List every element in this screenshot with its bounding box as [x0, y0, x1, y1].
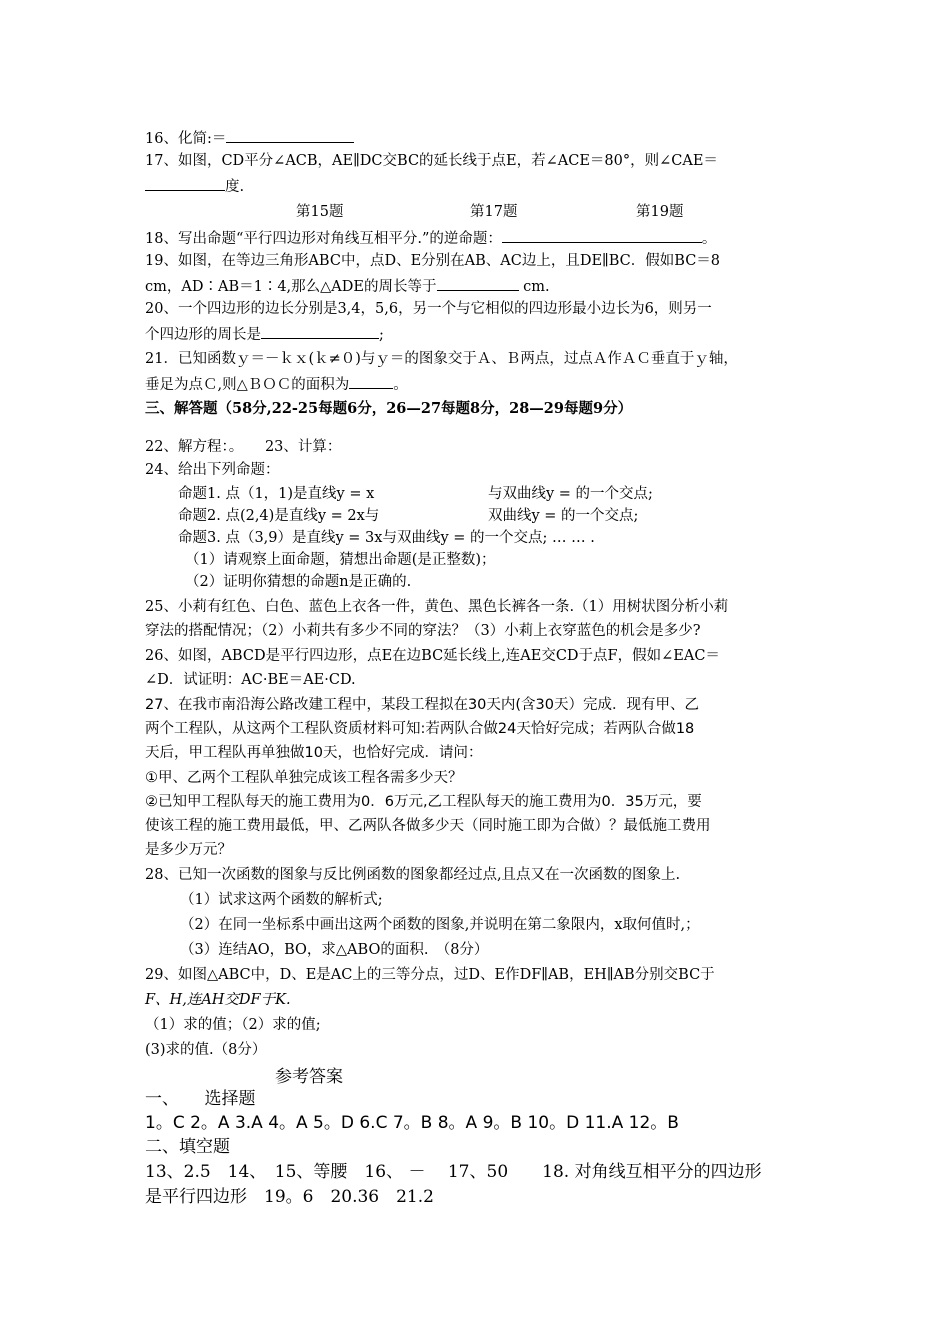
- proposition-1-right: 与双曲线y = 的一个交点;: [488, 486, 653, 502]
- question-20-line1: 20、一个四边形的边长分别是3,4，5,6，另一个与它相似的四边形最小边长为6，则另一: [145, 301, 712, 317]
- question-24-part1: （1）请观察上面命题，猜想出命题(是正整数)；: [185, 552, 496, 568]
- answer-section-1: 一、 选择题: [145, 1089, 256, 1109]
- question-18: [145, 226, 716, 250]
- question-28: 28、已知一次函数的图象与反比例函数的图象都经过点,且点又在一次函数的图象上.: [145, 867, 681, 883]
- question-28-part3: （3）连结AO，BO，求△ABO的面积. （8分）: [180, 942, 489, 958]
- answer-fill-line1: 13、2.5 14、 15、等腰 16、 － 17、50 18. 对角线互相平分的四边形: [145, 1162, 762, 1182]
- proposition-3: 命题3. 点（3,9）是直线y = 3x与双曲线y = 的一个交点; … … .: [178, 530, 595, 546]
- question-19-line2: [145, 274, 550, 298]
- question-20-text: 个四边形的周长是: [145, 327, 261, 343]
- question-19-text: cm，AD∶AB＝1∶4,那么△ADE的周长等于: [145, 279, 437, 295]
- question-18-text: 18、写出命题“平行四边形对角线互相平分.”的逆命题：: [145, 231, 502, 247]
- question-26-line2: ∠D．试证明：AC·BE＝AE·CD.: [145, 672, 356, 688]
- figure-label-19: 第19题: [636, 204, 684, 220]
- question-25-line2: 穿法的搭配情况；（2）小莉共有多少不同的穿法？（3）小莉上衣穿蓝色的机会是多少?: [145, 623, 701, 639]
- question-27-part2-line2: 使该工程的施工费用最低，甲、乙两队各做多少天（同时施工即为合做）？最低施工费用: [145, 818, 711, 834]
- question-27-line3: 天后，甲工程队再单独做10天，也恰好完成．请问：: [145, 745, 483, 761]
- question-17-line1: 17、如图，CD平分∠ACB，AE∥DC交BC的延长线于点E，若∠ACE＝80°，则∠CAE＝: [145, 153, 718, 169]
- question-16: [145, 126, 354, 150]
- question-29-part1-2: （1）求的值；（2）求的值;: [145, 1017, 321, 1033]
- question-17-tail: 度.: [225, 179, 245, 195]
- question-27-part1: ①甲、乙两个工程队单独完成该工程各需多少天？: [145, 770, 463, 786]
- question-18-end: 。: [701, 231, 717, 247]
- answer-blank: [349, 372, 393, 389]
- question-21-text: 垂足为点Ｃ,则△ＢＯＣ的面积为: [145, 377, 350, 393]
- answer-fill-line2: 是平行四边形 19。6 20.36 21.2: [145, 1187, 434, 1207]
- answer-blank: [145, 174, 225, 191]
- question-19-unit: cm.: [523, 279, 550, 295]
- question-29-line2: F、H,连AH交DF于K.: [145, 992, 291, 1008]
- question-21-line1: 21．已知函数ｙ＝－ｋｘ(ｋ≠０)与ｙ＝的图象交于Ａ、Ｂ两点，过点Ａ作ＡＣ垂直于ｙ轴，: [145, 351, 738, 367]
- question-27-line1: 27、在我市南沿海公路改建工程中，某段工程拟在30天内(含30天）完成．现有甲、乙: [145, 697, 700, 713]
- question-27-part2-line3: 是多少万元？: [145, 842, 232, 858]
- question-20-end: ;: [379, 327, 384, 343]
- question-16-text: 16、化简:＝: [145, 131, 227, 147]
- question-22-23: 22、解方程：。 23、计算：: [145, 439, 342, 455]
- question-27-line2: 两个工程队，从这两个工程队资质材料可知:若两队合做24天恰好完成；若两队合做18: [145, 721, 695, 737]
- question-24-part2: （2）证明你猜想的命题n是正确的.: [185, 574, 412, 590]
- answer-choices: 1。C 2。A 3.A 4。A 5。D 6.C 7。B 8。A 9。B 10。D 11.A 12。B: [145, 1113, 679, 1133]
- answer-section-2: 二、填空题: [145, 1137, 230, 1157]
- question-20-line2: [145, 322, 384, 346]
- figure-label-17: 第17题: [470, 204, 518, 220]
- answer-blank: [502, 226, 702, 243]
- question-28-part2: （2）在同一坐标系中画出这两个函数的图象,并说明在第二象限内，x取何值时,；: [180, 917, 700, 933]
- question-29-part3: (3)求的值.（8分）: [145, 1042, 267, 1058]
- question-21-end: 。: [393, 377, 408, 393]
- question-25-line1: 25、小莉有红色、白色、蓝色上衣各一件，黄色、黑色长裤各一条.（1）用树状图分析小莉: [145, 599, 729, 615]
- answer-blank: [437, 274, 519, 291]
- question-26-line1: 26、如图，ABCD是平行四边形，点E在边BC延长线上,连AE交CD于点F，假如∠EAC＝: [145, 648, 720, 664]
- answer-blank: [226, 126, 354, 143]
- section-3-heading: 三、解答题（58分,22-25每题6分，26—27每题8分，28—29每题9分）: [145, 400, 633, 417]
- question-19-line1: 19、如图，在等边三角形ABC中，点D、E分别在AB、AC边上，且DE∥BC．假如BC＝8: [145, 253, 721, 269]
- question-17-line2: [145, 174, 244, 198]
- question-27-part2-line1: ②已知甲工程队每天的施工费用为0．6万元,乙工程队每天的施工费用为0．35万元，要: [145, 794, 702, 810]
- question-28-part1: （1）试求这两个函数的解析式;: [180, 892, 383, 908]
- proposition-2-left: 命题2. 点(2,4)是直线y = 2x与: [178, 508, 380, 524]
- proposition-2-right: 双曲线y = 的一个交点;: [488, 508, 639, 524]
- question-24-intro: 24、给出下列命题：: [145, 462, 280, 478]
- figure-label-15: 第15题: [296, 204, 344, 220]
- proposition-1-left: 命题1. 点（1，1)是直线y = x: [178, 486, 375, 502]
- answer-key-title: 参考答案: [275, 1067, 343, 1087]
- question-21-line2: [145, 372, 408, 396]
- question-29-line1: 29、如图△ABC中，D、E是AC上的三等分点，过D、E作DF∥AB，EH∥AB分别交BC于: [145, 967, 715, 983]
- answer-blank: [261, 322, 379, 339]
